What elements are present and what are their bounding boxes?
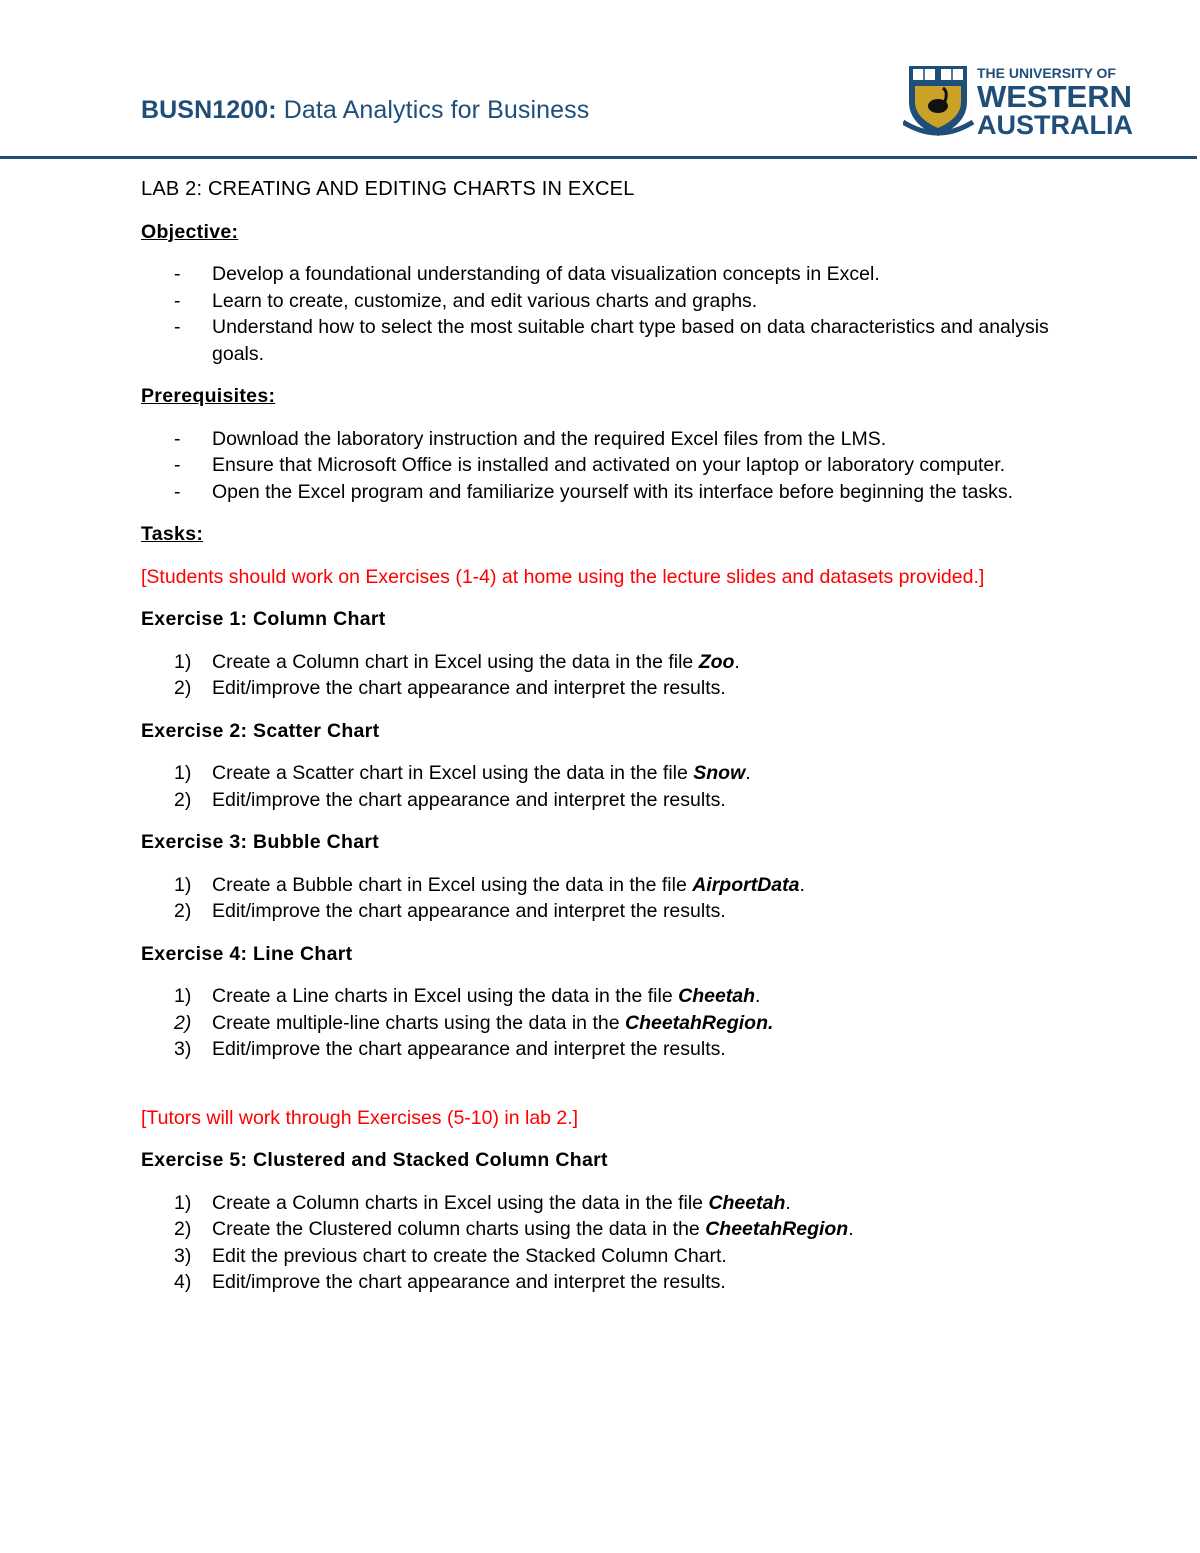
document-body [141, 176, 1081, 1312]
list-item: 3) Edit the previous chart to create the Stacked Column Chart. [174, 1244, 727, 1267]
exercise-3-list [141, 872, 1081, 925]
course-name: Data Analytics for Business [276, 96, 590, 124]
exercise-3-heading: Exercise 3: Bubble Chart [141, 831, 380, 853]
tasks-heading: Tasks: [141, 523, 204, 545]
list-item: - Understand how to select the most suitable chart type based on data characteristics and analysis goals. [174, 316, 1049, 365]
list-item: - Develop a foundational understanding of data visualization concepts in Excel. [174, 263, 880, 285]
list-item: 1) Create a Column charts in Excel using the data in the file Cheetah. [174, 1191, 791, 1214]
file-name: CheetahRegion [705, 1218, 849, 1240]
exercise-5-list [141, 1190, 1081, 1296]
tutor-note: [Tutors will work through Exercises (5-10) in lab 2.] [141, 1106, 579, 1129]
list-item: - Learn to create, customize, and edit various charts and graphs. [174, 289, 758, 312]
exercise-2-list [141, 760, 1081, 813]
logo-line1: THE UNIVERSITY OF [977, 65, 1116, 81]
list-item: 2) Edit/improve the chart appearance and interpret the results. [174, 788, 726, 811]
list-item: 1) Create a Scatter chart in Excel using the data in the file Snow. [174, 762, 751, 784]
prerequisites-heading: Prerequisites: [141, 385, 276, 407]
list-item: - Ensure that Microsoft Office is installed and activated on your laptop or laboratory computer. [174, 454, 1006, 476]
list-item: 1) Create a Bubble chart in Excel using the data in the file AirportData. [174, 873, 805, 896]
file-name: Cheetah [678, 985, 756, 1007]
list-item: 1) Create a Column chart in Excel using the data in the file Zoo. [174, 650, 740, 673]
uwa-logo [903, 62, 1135, 142]
exercise-5-heading: Exercise 5: Clustered and Stacked Column Chart [141, 1149, 608, 1171]
file-name: AirportData [692, 873, 800, 896]
file-name: Zoo [698, 650, 735, 673]
list-item: 2) Create multiple-line charts using the data in the CheetahRegion. [174, 1011, 774, 1034]
list-item: 2) Edit/improve the chart appearance and interpret the results. [174, 677, 726, 699]
exercise-1-heading: Exercise 1: Column Chart [141, 608, 386, 630]
list-item: 1) Create a Line charts in Excel using the data in the file Cheetah. [174, 985, 761, 1007]
document-title [141, 96, 589, 125]
home-note: [Students should work on Exercises (1-4) at home using the lecture slides and datasets provided.] [141, 565, 985, 588]
list-item: 4) Edit/improve the chart appearance and interpret the results. [174, 1271, 726, 1293]
header-divider [0, 156, 1197, 159]
exercise-4-list [141, 983, 1081, 1063]
objective-heading: Objective: [141, 220, 239, 243]
logo-line2: WESTERN [977, 79, 1132, 114]
list-item: 2) Edit/improve the chart appearance and interpret the results. [174, 900, 726, 922]
list-item: 3) Edit/improve the chart appearance and interpret the results. [174, 1038, 726, 1060]
file-name: Cheetah [708, 1191, 786, 1214]
list-item: 2) Create the Clustered column charts using the data in the CheetahRegion. [174, 1218, 854, 1240]
exercise-2-heading: Exercise 2: Scatter Chart [141, 719, 380, 742]
crest-icon [903, 66, 973, 136]
exercise-1-list [141, 649, 1081, 702]
file-name: Snow [693, 762, 746, 784]
list-item: - Open the Excel program and familiarize yourself with its interface before beginning the tasks. [174, 480, 1013, 503]
exercise-4-heading: Exercise 4: Line Chart [141, 942, 353, 965]
file-name: CheetahRegion. [624, 1011, 774, 1034]
logo-line3: AUSTRALIA [977, 110, 1133, 140]
objective-list [141, 261, 1081, 367]
prerequisites-list [141, 426, 1081, 506]
lab-title: LAB 2: CREATING AND EDITING CHARTS IN EXCEL [141, 178, 635, 200]
course-code: BUSN1200: [141, 96, 277, 124]
list-item: - Download the laboratory instruction and the required Excel files from the LMS. [174, 427, 887, 450]
